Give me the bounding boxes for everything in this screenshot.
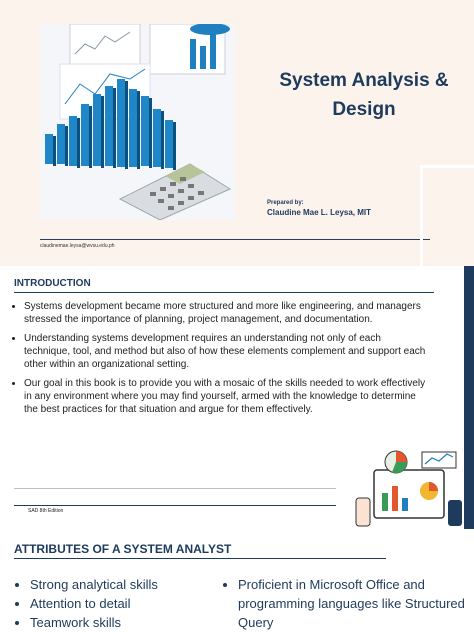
list-item: • Proficient in Microsoft Office and programming languages like Structured Query bbox=[238, 575, 468, 632]
divider-line bbox=[40, 239, 430, 240]
list-item: • Systems development became more structured and more like engineering, and managers stressed the importance of planning, project management, and documentation. bbox=[24, 300, 429, 326]
list-item: • Our goal in this book is to provide you with a mosaic of the skills needed to work effectively in any environment where you may find yourself, armed with the knowledge to determine the best practices for that situation and argue for them effectively. bbox=[24, 377, 429, 416]
list-item: • Teamwork skills bbox=[30, 613, 230, 632]
author-email: claudinemae.leysa@wvsu.edu.ph bbox=[40, 243, 115, 249]
attributes-list-left bbox=[16, 575, 230, 632]
section-heading: ATTRIBUTES OF A SYSTEM ANALYST bbox=[14, 542, 232, 556]
business-analytics-illustration bbox=[354, 448, 464, 528]
divider-line bbox=[14, 505, 336, 506]
decorative-frame bbox=[420, 165, 474, 266]
heading-underline bbox=[14, 558, 386, 559]
list-item: • Strong analytical skills bbox=[30, 575, 230, 594]
heading-underline bbox=[14, 292, 434, 293]
list-item: • Attention to detail bbox=[30, 594, 230, 613]
edition-label: SAD 8th Edition bbox=[28, 508, 64, 514]
intro-bullet-list bbox=[10, 300, 429, 422]
attributes-list-right bbox=[224, 575, 468, 632]
divider-line bbox=[14, 488, 336, 489]
presentation-title: System Analysis & Design bbox=[279, 70, 449, 120]
list-item: • Understanding systems development requires an understanding not only of each technique, tool, and method but also of how these elements complement and support each other within an organizational setting. bbox=[24, 332, 429, 371]
attributes-slide bbox=[0, 529, 474, 632]
section-heading: INTRODUCTION bbox=[14, 278, 91, 289]
introduction-slide bbox=[0, 266, 474, 529]
author-name: Claudine Mae L. Leysa, MIT bbox=[267, 208, 372, 217]
prepared-by-label: Prepared by: bbox=[267, 200, 304, 206]
title-slide bbox=[0, 0, 474, 266]
charts-calculator-image bbox=[40, 24, 235, 220]
